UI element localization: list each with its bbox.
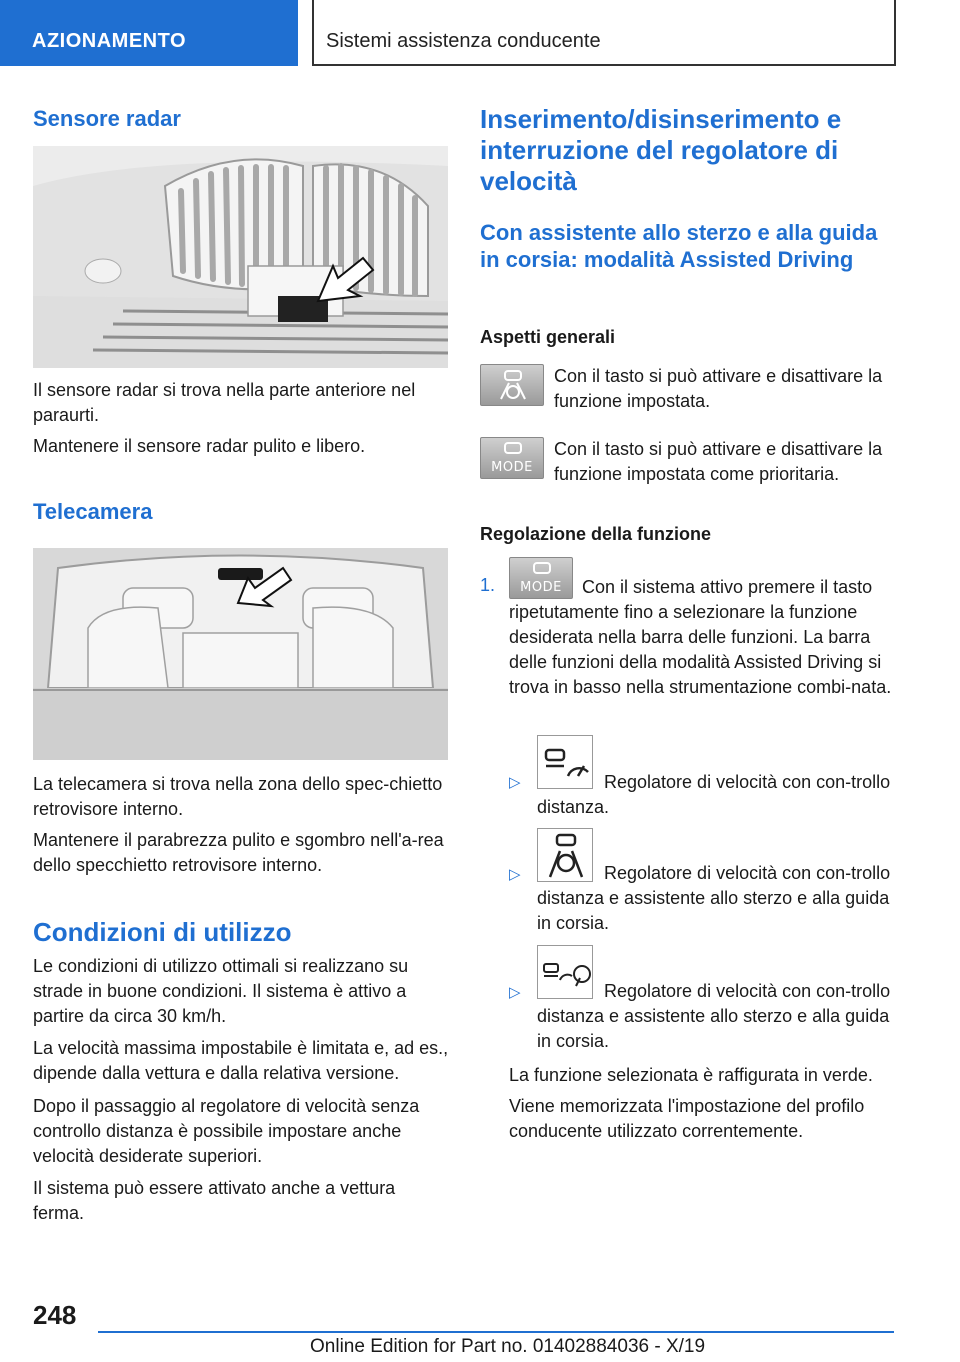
mode-button-label: MODE [520, 580, 562, 595]
conditions-paragraph-1: Le condizioni di utilizzo ottimali si realizzano su strade in buone condizioni. Il sistema è attivo a partire da circa 30 km/h. [33, 956, 409, 1026]
option-3-text: Regolatore di velocità con con‐trollo distanza e assistente allo sterzo e alla guida in corsia. [537, 981, 891, 1051]
closing-paragraph-2: Viene memorizzata l'impostazione del profilo conducente utilizzato correntemente. [509, 1096, 865, 1141]
radar-heading: Sensore radar [33, 106, 181, 131]
header-chapter-tab [312, 0, 896, 66]
regulation-heading: Regolazione della funzione [480, 524, 712, 544]
car-interior-illustration [33, 548, 448, 760]
header-chapter-label: Sistemi assistenza conducente [326, 30, 601, 52]
mode-button-label: MODE [491, 460, 533, 475]
camera-photo [33, 548, 448, 760]
step-1-text: Con il sistema attivo premere il tasto ripetutamente fino a selezionare la funzione desiderata nella barra delle funzioni. La barra delle funzioni della modalità Assisted Driving si trova in basso nella strumentazione combi‐nata. [509, 577, 892, 697]
conditions-paragraph-4: Il sistema può essere attivato anche a vettura ferma. [33, 1178, 396, 1223]
general-heading: Aspetti generali [480, 327, 616, 347]
radar-paragraph-1: Il sensore radar si trova nella parte anteriore nel paraurti. [33, 380, 416, 425]
step-number-1: 1. [480, 575, 496, 595]
footer-edition: Online Edition for Part no. 01402884036 - X/19 [310, 1336, 706, 1357]
camera-heading: Telecamera [33, 499, 153, 524]
option-2-text: Regolatore di velocità con con‐trollo distanza e assistente allo sterzo e alla guida in corsia. [537, 863, 891, 933]
conditions-heading: Condizioni di utilizzo [33, 917, 292, 947]
option-1-text: Regolatore di velocità con con‐trollo distanza. [537, 772, 891, 817]
radar-sensor-photo [33, 146, 448, 368]
radar-paragraph-2: Mantenere il sensore radar pulito e libero. [33, 436, 366, 456]
page-number: 248 [33, 1300, 77, 1330]
footer-divider [98, 1331, 894, 1333]
header-section-label: AZIONAMENTO [32, 30, 187, 52]
closing-paragraph-1: La funzione selezionata è raffigurata in verde. [509, 1065, 873, 1085]
camera-paragraph-2: Mantenere il parabrezza pulito e sgombro nell'a‐rea dello specchietto retrovisore interno. [33, 830, 444, 875]
general-paragraph-2: Con il tasto si può attivare e disattivare la funzione impostata come prioritaria. [554, 439, 883, 484]
header-section-tab [0, 0, 298, 66]
bullet-marker: ▷ [509, 774, 521, 791]
conditions-paragraph-3: Dopo il passaggio al regolatore di velocità senza controllo distanza è possibile impostare anche velocità desiderate superiori. [33, 1096, 420, 1166]
camera-paragraph-1: La telecamera si trova nella zona dello spec‐chietto retrovisore interno. [33, 774, 443, 819]
steering-assist-icon [481, 365, 545, 407]
bullet-marker: ▷ [509, 984, 521, 1001]
assisted-driving-heading: Con assistente allo sterzo e alla guida in corsia: modalità Assisted Driving [480, 220, 878, 272]
assist-button-image [480, 364, 544, 406]
main-heading: Inserimento/disinserimento e interruzione del regolatore di velocità [480, 104, 842, 196]
mode-button-image [480, 437, 544, 479]
conditions-paragraph-2: La velocità massima impostabile è limitata e, ad es., dipende dalla vettura e dalla relativa versione. [33, 1038, 449, 1083]
car-front-illustration [33, 146, 448, 368]
general-paragraph-1: Con il tasto si può attivare e disattivare la funzione impostata. [554, 366, 883, 411]
bullet-marker: ▷ [509, 866, 521, 883]
